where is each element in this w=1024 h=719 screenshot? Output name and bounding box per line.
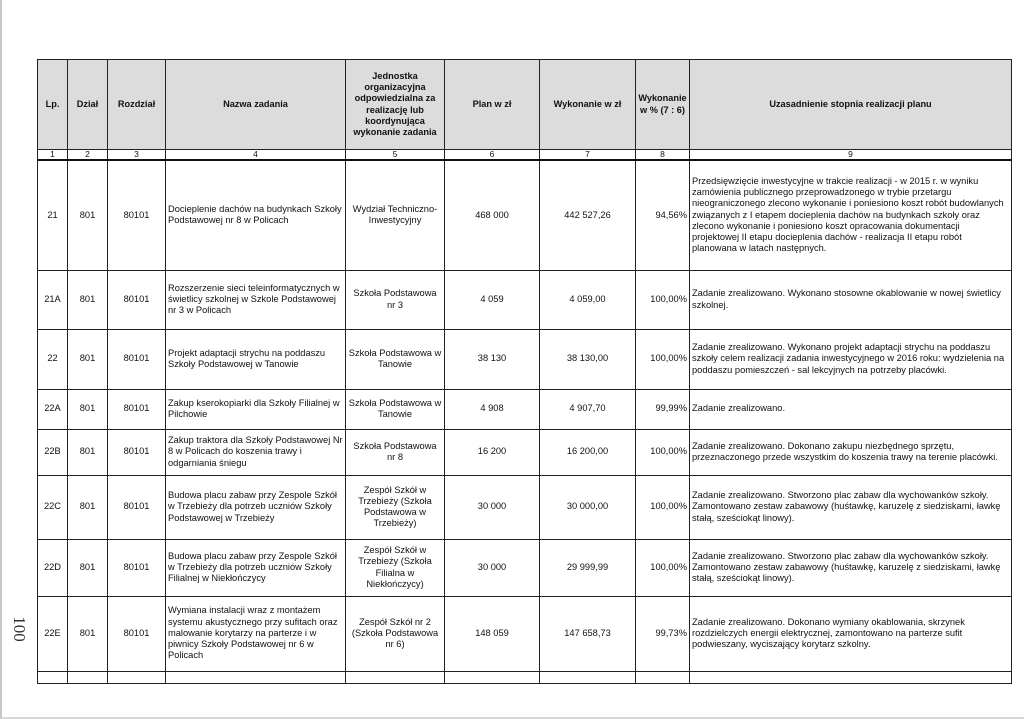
cell-jednostka: Szkoła Podstawowa nr 3 <box>346 270 445 329</box>
cell-lp <box>38 671 68 683</box>
header-nazwa: Nazwa zadania <box>166 60 346 150</box>
cell-rozdzial: 80101 <box>108 329 166 389</box>
table-row <box>38 429 1012 475</box>
cell-procent: 100,00% <box>636 475 690 539</box>
cell-dzial: 801 <box>68 429 108 475</box>
table-row <box>38 539 1012 596</box>
cell-dzial: 801 <box>68 475 108 539</box>
cell-plan: 468 000 <box>445 160 540 270</box>
cell-procent: 99,73% <box>636 596 690 671</box>
cell-dzial <box>68 671 108 683</box>
cell-plan: 16 200 <box>445 429 540 475</box>
cell-rozdzial: 80101 <box>108 475 166 539</box>
cell-lp: 22E <box>38 596 68 671</box>
cell-wykonanie: 30 000,00 <box>540 475 636 539</box>
cell-wykonanie <box>540 671 636 683</box>
column-number: 9 <box>690 150 1012 161</box>
cell-rozdzial: 80101 <box>108 596 166 671</box>
table-row <box>38 671 1012 683</box>
cell-uzasadnienie <box>690 671 1012 683</box>
cell-jednostka: Zespół Szkół w Trzebieży (Szkoła Podstawowa w Trzebieży) <box>346 475 445 539</box>
column-number-row <box>38 150 1012 161</box>
cell-dzial: 801 <box>68 160 108 270</box>
cell-dzial: 801 <box>68 596 108 671</box>
cell-uzasadnienie: Zadanie zrealizowano. Dokonano zakupu niezbędnego sprzętu, przeznaczonego przede wszystkim do koszenia trawy na terenie placówki. <box>690 429 1012 475</box>
cell-uzasadnienie: Zadanie zrealizowano. Wykonano stosowne okablowanie w nowej świetlicy szkolnej. <box>690 270 1012 329</box>
cell-nazwa: Rozszerzenie sieci teleinformatycznych w świetlicy szkolnej w Szkole Podstawowej nr 3 w Policach <box>166 270 346 329</box>
cell-uzasadnienie: Zadanie zrealizowano. Stworzono plac zabaw dla wychowanków szkoły. Zamontowano zestaw zabawowy (huśtawkę, karuzelę z siedziskami, ławkę stałą, sześciokąt linowy). <box>690 475 1012 539</box>
cell-plan: 30 000 <box>445 475 540 539</box>
cell-jednostka: Zespół Szkół nr 2 (Szkoła Podstawowa nr 6) <box>346 596 445 671</box>
cell-rozdzial: 80101 <box>108 429 166 475</box>
cell-lp: 22D <box>38 539 68 596</box>
header-rozdzial: Rozdział <box>108 60 166 150</box>
cell-procent <box>636 671 690 683</box>
cell-nazwa: Budowa placu zabaw przy Zespole Szkół w Trzebieży dla potrzeb uczniów Szkoły Podstawowej w Trzebieży <box>166 475 346 539</box>
cell-nazwa: Wymiana instalacji wraz z montażem systemu akustycznego przy sufitach oraz malowanie korytarzy na parterze i w piwnicy Szkoły Podstawowej nr 6 w Policach <box>166 596 346 671</box>
table-row <box>38 596 1012 671</box>
header-plan: Plan w zł <box>445 60 540 150</box>
cell-wykonanie: 4 059,00 <box>540 270 636 329</box>
page-number: 100 <box>10 616 29 642</box>
cell-jednostka: Wydział Techniczno-Inwestycyjny <box>346 160 445 270</box>
cell-procent: 99,99% <box>636 389 690 429</box>
cell-dzial: 801 <box>68 270 108 329</box>
cell-procent: 100,00% <box>636 329 690 389</box>
cell-plan <box>445 671 540 683</box>
column-number: 2 <box>68 150 108 161</box>
table-row <box>38 475 1012 539</box>
table-row <box>38 389 1012 429</box>
header-uzasadnienie: Uzasadnienie stopnia realizacji planu <box>690 60 1012 150</box>
header-jednostka: Jednostka organizacyjna odpowiedzialna za realizację lub koordynująca wykonanie zadania <box>346 60 445 150</box>
cell-rozdzial: 80101 <box>108 270 166 329</box>
cell-jednostka: Szkoła Podstawowa w Tanowie <box>346 389 445 429</box>
cell-jednostka <box>346 671 445 683</box>
cell-jednostka: Szkoła Podstawowa w Tanowie <box>346 329 445 389</box>
cell-nazwa <box>166 671 346 683</box>
cell-procent: 100,00% <box>636 539 690 596</box>
cell-lp: 22 <box>38 329 68 389</box>
cell-plan: 38 130 <box>445 329 540 389</box>
cell-lp: 21A <box>38 270 68 329</box>
cell-plan: 4 059 <box>445 270 540 329</box>
cell-uzasadnienie: Zadanie zrealizowano. <box>690 389 1012 429</box>
cell-wykonanie: 38 130,00 <box>540 329 636 389</box>
table-header-row <box>38 60 1012 150</box>
cell-procent: 100,00% <box>636 429 690 475</box>
header-procent: Wykonanie w % (7 : 6) <box>636 60 690 150</box>
cell-procent: 100,00% <box>636 270 690 329</box>
cell-wykonanie: 4 907,70 <box>540 389 636 429</box>
cell-lp: 22C <box>38 475 68 539</box>
cell-lp: 22A <box>38 389 68 429</box>
table-row <box>38 270 1012 329</box>
cell-nazwa: Budowa placu zabaw przy Zespole Szkół w Trzebieży dla potrzeb uczniów Szkoły Filialnej w Niekłończycy <box>166 539 346 596</box>
column-number: 5 <box>346 150 445 161</box>
column-number: 6 <box>445 150 540 161</box>
cell-dzial: 801 <box>68 389 108 429</box>
cell-nazwa: Docieplenie dachów na budynkach Szkoły Podstawowej nr 8 w Policach <box>166 160 346 270</box>
header-wykonanie: Wykonanie w zł <box>540 60 636 150</box>
cell-dzial: 801 <box>68 329 108 389</box>
cell-wykonanie: 442 527,26 <box>540 160 636 270</box>
cell-uzasadnienie: Zadanie zrealizowano. Dokonano wymiany okablowania, skrzynek rozdzielczych energii elektrycznej, zamontowano na parterze sufit podwieszany, wyciszający korytarz szkolny. <box>690 596 1012 671</box>
cell-rozdzial <box>108 671 166 683</box>
header-lp: Lp. <box>38 60 68 150</box>
table-row <box>38 329 1012 389</box>
budget-table <box>37 59 1012 684</box>
cell-nazwa: Zakup traktora dla Szkoły Podstawowej Nr 8 w Policach do koszenia trawy i odgarniania śniegu <box>166 429 346 475</box>
cell-jednostka: Szkoła Podstawowa nr 8 <box>346 429 445 475</box>
cell-nazwa: Projekt adaptacji strychu na poddaszu Szkoły Podstawowej w Tanowie <box>166 329 346 389</box>
cell-lp: 21 <box>38 160 68 270</box>
column-number: 7 <box>540 150 636 161</box>
cell-uzasadnienie: Przedsięwzięcie inwestycyjne w trakcie realizacji - w 2015 r. w wyniku zamówienia publicznego przeprowadzonego w trybie przetargu nieograniczonego zlecono wykonanie i poniesiono koszt robót budowlanych związanych z I etapem docieplenia dachów na budynkach szkoły oraz zlecono wykonanie i poniesiono koszt opracowania dokumentacji projektowej II etapu docieplenia dachów - realizacja II etapu robót planowana w latach następnych. <box>690 160 1012 270</box>
cell-plan: 4 908 <box>445 389 540 429</box>
cell-uzasadnienie: Zadanie zrealizowano. Wykonano projekt adaptacji strychu na poddaszu szkoły celem realizacji zadania inwestycyjnego w 2016 roku: wydzielenia na poddaszu pomieszczeń - sal lekcyjnych na potrzeby placówki. <box>690 329 1012 389</box>
cell-dzial: 801 <box>68 539 108 596</box>
column-number: 3 <box>108 150 166 161</box>
cell-plan: 30 000 <box>445 539 540 596</box>
cell-rozdzial: 80101 <box>108 389 166 429</box>
table-row <box>38 160 1012 270</box>
column-number: 4 <box>166 150 346 161</box>
cell-uzasadnienie: Zadanie zrealizowano. Stworzono plac zabaw dla wychowanków szkoły. Zamontowano zestaw zabawowy (huśtawkę, karuzelę z siedziskami, ławkę stałą, sześciokąt linowy). <box>690 539 1012 596</box>
cell-lp: 22B <box>38 429 68 475</box>
cell-wykonanie: 29 999,99 <box>540 539 636 596</box>
cell-rozdzial: 80101 <box>108 539 166 596</box>
cell-procent: 94,56% <box>636 160 690 270</box>
cell-rozdzial: 80101 <box>108 160 166 270</box>
header-dzial: Dział <box>68 60 108 150</box>
cell-jednostka: Zespół Szkół w Trzebieży (Szkoła Filialna w Niekłończycy) <box>346 539 445 596</box>
column-number: 1 <box>38 150 68 161</box>
cell-wykonanie: 16 200,00 <box>540 429 636 475</box>
cell-plan: 148 059 <box>445 596 540 671</box>
cell-nazwa: Zakup kserokopiarki dla Szkoły Filialnej w Pilchowie <box>166 389 346 429</box>
cell-wykonanie: 147 658,73 <box>540 596 636 671</box>
column-number: 8 <box>636 150 690 161</box>
